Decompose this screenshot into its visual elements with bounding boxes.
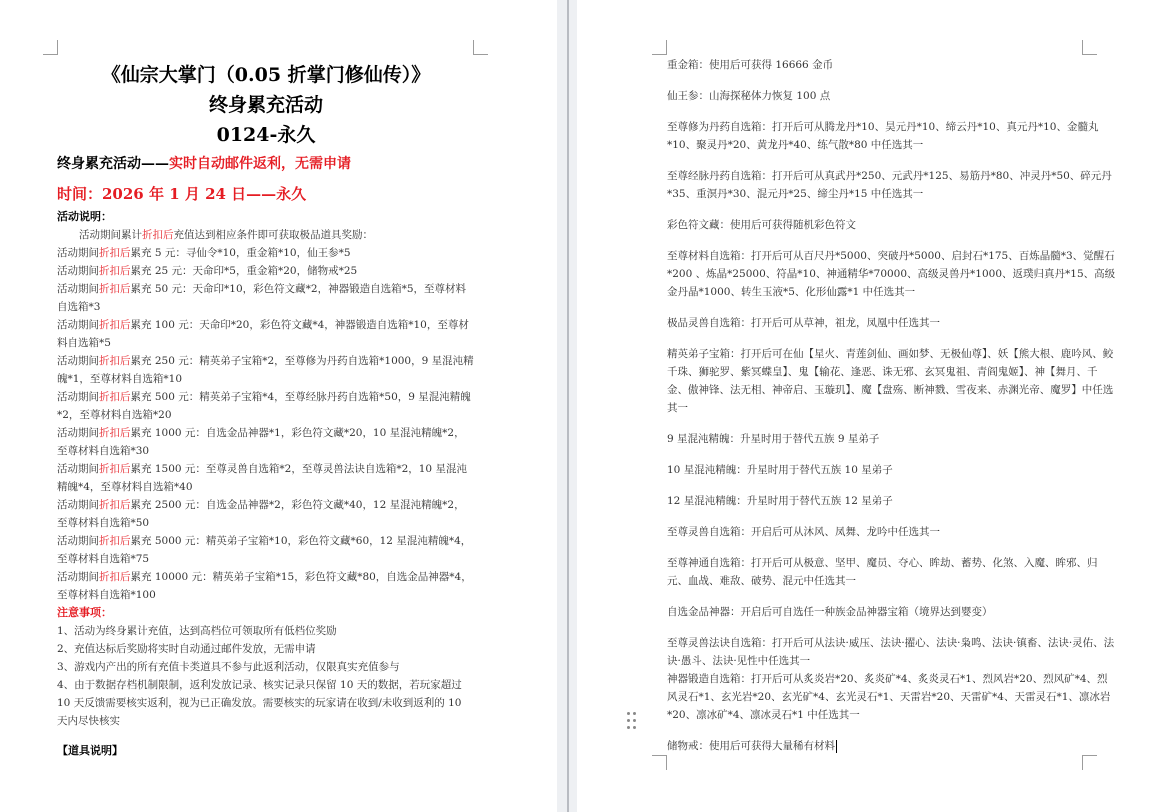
document-page-right [577,0,1167,812]
note-item: 3、游戏内产出的所有充值卡类道具不参与此返利活动，仅限真实充值参与 [57,661,400,673]
item-description: 精英弟子宝箱：打开后可在仙【星火、青莲剑仙、画如梦、无极仙尊】、妖【熊大根、鹿吟风、鲛千珠、狮驼罗、紫冥蝶皇】、鬼【输花、逢恶、诛无邪、玄冥鬼祖、青阎鬼姬】、神【舞月、千金、傲神锋、法无相、神帝启、玉璇玑】、魔【盘殇、断神戮、雪夜来、赤渊光帝、魔罗】中任选其一 [667,348,1114,414]
tier-item: 活动期间折扣后累充 500 元：精英弟子宝箱*4，至尊经脉丹药自选箱*50，9 星混沌精魄*2，至尊材料自选箱*20 [57,391,471,421]
tier-item: 活动期间折扣后累充 100 元：天命印*20，彩色符文藏*4，神器锻造自选箱*10，至尊材料自选箱*5 [57,319,469,349]
item-description: 10 星混沌精魄：升星时用于替代五族 10 星弟子 [667,464,893,476]
activity-heading: 活动说明： [57,210,112,223]
intro-red: 折扣后 [142,229,174,241]
left-page-body [57,60,475,760]
tier-item: 活动期间折扣后累充 5 元：寻仙令*10，重金箱*10，仙王参*5 [57,247,351,259]
margin-corner-bottom-left [652,755,667,770]
doc-title-line3: 0124-永久 [216,124,316,146]
notes-heading: 注意事项： [57,606,112,619]
tier-item: 活动期间折扣后累充 1000 元：自选金品神器*1，彩色符文藏*20，10 星混沌精魄*2，至尊材料自选箱*30 [57,427,465,457]
item-description: 至尊材料自选箱：打开后可从百尺丹*5000、突破丹*5000、启封石*175、百炼晶髓*3、觉醒石*200 、炼晶*25000、符晶*10、神通精华*70000、高级灵兽丹*1000、返璞归真丹*15、高级金丹晶*1000、转生玉液*5、化形仙露*1 中任选其一 [667,250,1116,298]
tier-item: 活动期间折扣后累充 250 元：精英弟子宝箱*2，至尊修为丹药自选箱*1000，9 星混沌精魄*1，至尊材料自选箱*10 [57,355,474,385]
activity-intro [57,226,475,244]
note-item: 2、充值达标后奖励将实时自动通过邮件发放，无需申请 [57,643,316,655]
item-description: 彩色符文藏：使用后可获得随机彩色符文 [667,219,856,231]
item-description: 重金箱：使用后可获得 16666 金币 [667,59,834,71]
item-description: 12 星混沌精魄：升星时用于替代五族 12 星弟子 [667,495,893,507]
item-description: 极品灵兽自选箱：打开后可从草神，祖龙，凤凰中任选其一 [667,317,940,329]
drag-handle-icon[interactable] [627,712,639,730]
subheading [57,152,475,176]
item-description-storage-ring[interactable] [667,737,1117,755]
intro-pre: 活动期间累计 [79,229,142,241]
item-description: 至尊修为丹药自选箱：打开后可从腾龙丹*10、昊元丹*10、缔云丹*10、真元丹*10、金髓丸*10、聚灵丹*20、黄龙丹*40、练气散*80 中任选其一 [667,121,1099,151]
item-description: 至尊灵兽自选箱：开启后可从沐风、凤舞、龙吟中任选其一 [667,526,940,538]
doc-title-line2: 终身累充活动 [208,94,323,116]
margin-corner-top-left [43,40,58,55]
tier-item: 活动期间折扣后累充 50 元：天命印*10，彩色符文藏*2，神器锻造自选箱*5，至尊材料自选箱*3 [57,283,467,313]
item-description: 9 星混沌精魄：升星时用于替代五族 9 星弟子 [667,433,880,445]
document-page-left [0,0,557,812]
note-item: 4、由于数据存档机制限制，返利发放记录、核实记录只保留 10 天的数据，若玩家超过 10 天反馈需要核实返利，视为已正确发放。需要核实的玩家请在收到/未收到返利的 10 天内尽快核实 [57,679,462,727]
item-description-forge: 神器锻造自选箱：打开后可从炙炎岩*20、炙炎矿*4、炙炎灵石*1、烈风岩*20、烈风矿*4、烈风灵石*1、玄光岩*20、玄光矿*4、玄光灵石*1、天雷岩*20、天雷矿*4、天雷灵石*1、凛冰岩*20、凛冰矿*4、凛冰灵石*1 中任选其一 [667,673,1111,721]
tier-list [57,244,475,604]
storage-ring-text[interactable]: 储物戒：使用后可获得大量稀有材料 [667,740,835,752]
margin-corner-top-right [1082,40,1097,55]
tier-item: 活动期间折扣后累充 10000 元：精英弟子宝箱*15，彩色符文藏*80，自选金品神器*4，至尊材料自选箱*100 [57,571,472,601]
doc-title: 《仙宗大掌门（0.05 折掌门修仙传）》 [101,64,431,86]
subheading-red: 实时自动邮件返利，无需申请 [169,156,351,172]
time-line: 时间：2026 年 1 月 24 日——永久 [57,185,307,203]
tier-item: 活动期间折扣后累充 5000 元：精英弟子宝箱*10，彩色符文藏*60，12 星混沌精魄*4，至尊材料自选箱*75 [57,535,472,565]
item-description: 至尊神通自选箱：打开后可从极意、坚甲、魔员、夺心、眸劫、蓄势、化煞、入魔、眸邪、归元、血战、难敌、破势、混元中任选其一 [667,557,1098,587]
right-page-body [667,56,1117,768]
page-separator [567,0,569,812]
item-description: 至尊经脉丹药自选箱：打开后可从真武丹*250、元武丹*125、易筋丹*80、冲灵丹*50、碎元丹*35、重溟丹*30、混元丹*25、缔尘丹*15 中任选其一 [667,170,1112,200]
item-description-beast-skill: 至尊灵兽法诀自选箱：打开后可从法诀·威压、法诀·擢心、法诀·枭鸣、法诀·镇畜、法诀·灵佑、法诀·愚斗、法诀·见性中任选其一 [667,637,1115,667]
item-description: 仙王参：山海探秘体力恢复 100 点 [667,90,831,102]
tier-item: 活动期间折扣后累充 2500 元：自选金品神器*2，彩色符文藏*40，12 星混沌精魄*2，至尊材料自选箱*50 [57,499,465,529]
item-description: 自选金品神器：开启后可自选任一种族金品神器宝箱（境界达到婴变） [667,606,993,618]
intro-post: 充值达到相应条件即可获取极品道具奖励： [173,229,373,241]
tier-item: 活动期间折扣后累充 1500 元：至尊灵兽自选箱*2，至尊灵兽法诀自选箱*2，10 星混沌精魄*4，至尊材料自选箱*40 [57,463,467,493]
margin-corner-top-right [473,40,488,55]
text-cursor [836,740,837,753]
item-description-heading: 【道具说明】 [57,744,123,757]
subheading-black: 终身累充活动—— [57,156,169,172]
tier-item: 活动期间折扣后累充 25 元：天命印*5，重金箱*20，储物戒*25 [57,265,358,277]
margin-corner-top-left [652,40,667,55]
note-item: 1、活动为终身累计充值，达到高档位可领取所有低档位奖励 [57,625,337,637]
